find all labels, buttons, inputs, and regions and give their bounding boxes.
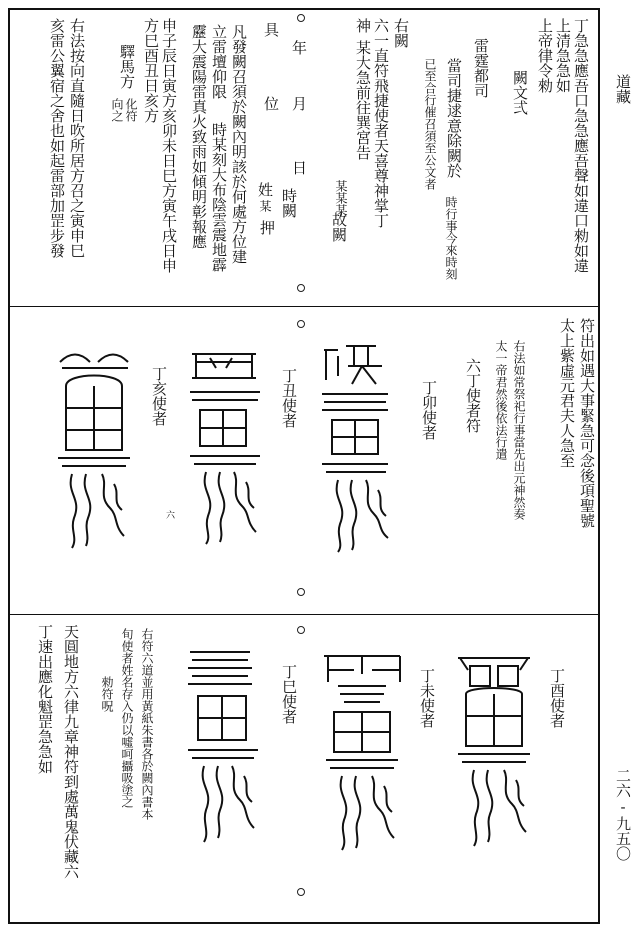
talisman-label: 丁酉使者	[548, 668, 566, 728]
text-column: 太上紫虛元君夫人急至	[558, 318, 576, 468]
talisman-label: 丁丑使者	[280, 368, 298, 428]
panel-divider	[10, 306, 598, 307]
text-column: 某大急前往巽宮告	[354, 40, 372, 160]
text-column: 太一帝君然後依法行遣	[494, 340, 508, 460]
talisman-label: 丁未使者	[418, 668, 436, 728]
text-column: 雷霆都司	[472, 38, 490, 98]
text-column: 上帝律令勑	[536, 18, 554, 93]
talisman-ding-hai	[52, 346, 136, 560]
text-column: 時某刻大布陰雲震地霹	[210, 122, 228, 272]
text-column: 具	[262, 22, 280, 37]
text-column: 上清急急如	[554, 18, 572, 93]
talisman-label: 丁亥使者	[150, 366, 168, 426]
text-column: 勑符呪	[100, 676, 114, 712]
small-note: 時行事今來時刻	[444, 196, 458, 280]
text-column: 故闕	[330, 212, 348, 242]
text-column: 右闕	[392, 18, 410, 48]
talisman-label: 丁巳使者	[280, 664, 298, 724]
text-column: 凡發闕召須於闕內明該於何處方位建	[230, 24, 248, 264]
binding-hole	[297, 320, 305, 328]
text-column: 立雷壇仰限	[210, 24, 228, 99]
small-note: 化符	[124, 98, 138, 122]
small-note: 某	[258, 200, 272, 212]
talisman-label: 丁卯使者	[420, 380, 438, 440]
text-column: 丁急急應吾口急急應吾聲如違口勑如違	[572, 18, 590, 273]
text-column: 當司捷逑意除闕於	[445, 58, 463, 178]
page-mark: 六	[164, 510, 174, 519]
binding-hole	[297, 284, 305, 292]
page-number: 二六-九五〇	[614, 768, 632, 861]
small-note: 某某某	[334, 180, 348, 216]
talisman-ding-si	[184, 646, 264, 864]
text-column: 時闕	[280, 188, 298, 218]
text-column: 亥雷公翼宿之舍也如起雷部加罡步發	[48, 18, 66, 258]
text-column: 申子辰日寅方亥卯未日巳方寅午戌日申	[160, 18, 178, 273]
talisman-ding-you	[452, 646, 536, 864]
text-column: 六一直符飛捷使者天喜尊神掌丁	[372, 18, 390, 228]
book-title: 道藏	[614, 74, 632, 104]
text-column: 神	[354, 18, 372, 33]
text-column: 天圓地方六律九章神符到處萬鬼伏藏六	[62, 624, 80, 879]
text-column: 旬使者姓名存入仍以噓呵攝吸塗之	[120, 628, 134, 808]
text-column: 右法如常祭祀行事當先出元神然奏	[512, 340, 526, 520]
text-column: 位	[262, 96, 280, 111]
text-column: 靂大震陽雷真火致雨如傾明彰報應	[190, 24, 208, 249]
binding-hole	[297, 626, 305, 634]
talisman-ding-mao	[318, 340, 398, 556]
text-column: 驛馬方	[118, 44, 136, 89]
text-column: 右符六道並用黃紙朱書各於闕內書本	[140, 628, 154, 820]
text-column: 已至合行催召須至公文者	[423, 58, 437, 190]
text-column: 丁速出應化魁罡急急如	[36, 624, 54, 774]
binding-hole	[297, 14, 305, 22]
text-column: 押	[258, 220, 276, 235]
text-column: 右法按向直隨日吹所居方召之寅申巳	[68, 18, 86, 258]
text-column: 方巳酉丑日亥方	[142, 18, 160, 123]
panel-divider	[10, 614, 598, 615]
binding-hole	[297, 888, 305, 896]
text-column: 闕文弍	[511, 70, 529, 115]
text-column: 日	[290, 160, 308, 175]
text-column: 六丁使者符	[464, 358, 482, 433]
text-column: 姓	[256, 182, 274, 197]
talisman-ding-chou	[186, 346, 266, 556]
text-column: 符出如遇大事緊急可念後項聖號	[578, 318, 596, 528]
text-column: 年	[290, 40, 308, 55]
text-column: 月	[290, 96, 308, 111]
small-note: 向之	[110, 98, 124, 122]
binding-hole	[297, 588, 305, 596]
talisman-ding-wei	[320, 648, 404, 866]
